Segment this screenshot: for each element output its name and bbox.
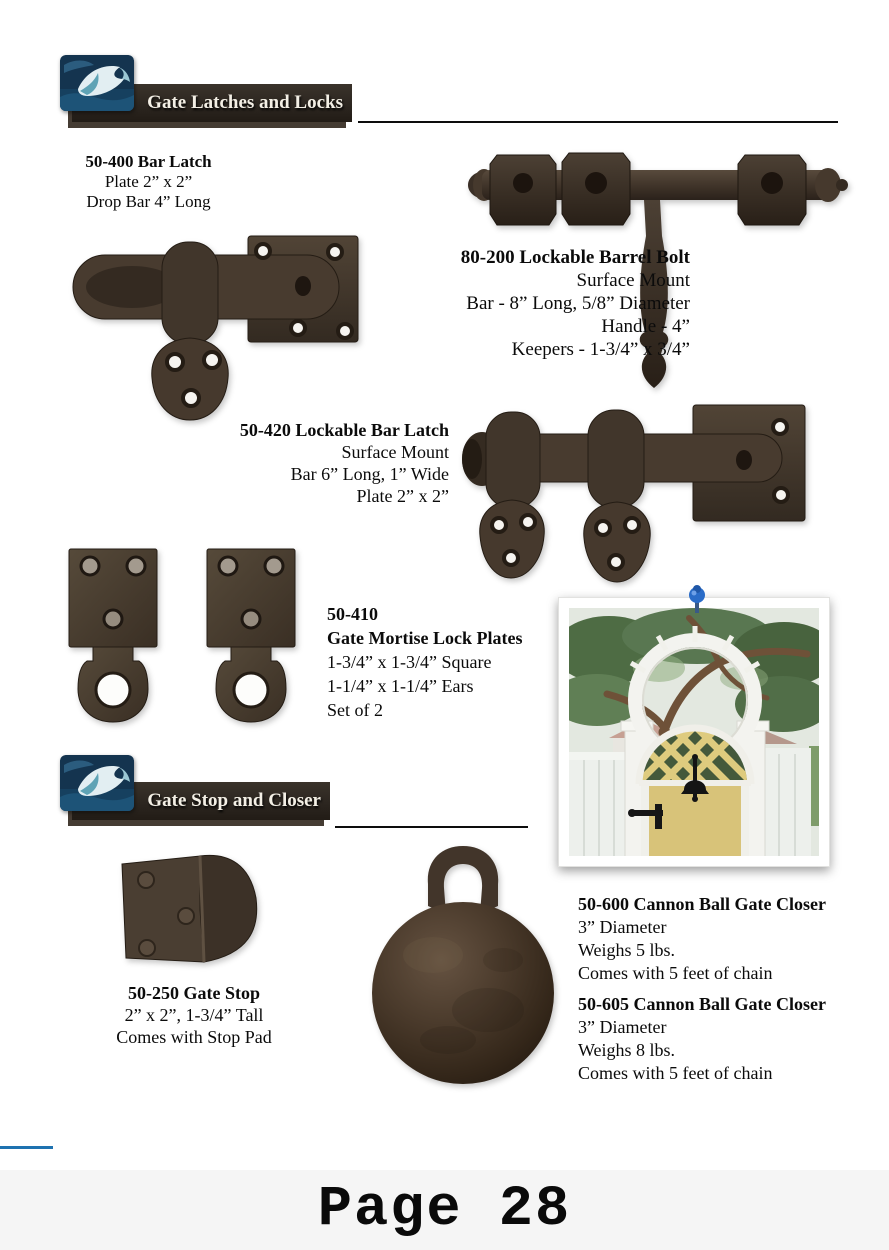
product-title: 50-605 Cannon Ball Gate Closer xyxy=(578,994,827,1014)
product-title: 50-400 Bar Latch xyxy=(85,152,212,171)
product-spec: 3” Diameter xyxy=(578,917,667,937)
product-block-50-400 xyxy=(76,152,221,212)
product-block-50-410 xyxy=(327,602,537,722)
product-spec: Weighs 5 lbs. xyxy=(578,940,676,960)
product-block-50-600 xyxy=(578,893,838,985)
page-number: Page 28 xyxy=(317,1178,572,1242)
product-block-50-420 xyxy=(239,419,449,507)
product-name: Gate Mortise Lock Plates xyxy=(327,628,523,648)
product-title: 80-200 Lockable Barrel Bolt xyxy=(460,247,690,268)
section-divider-line xyxy=(358,121,838,123)
product-title: 50-600 Cannon Ball Gate Closer xyxy=(578,894,827,914)
product-spec: 1-1/4” x 1-1/4” Ears xyxy=(327,676,474,696)
product-spec: 1-3/4” x 1-3/4” Square xyxy=(327,652,492,672)
product-spec: Bar - 8” Long, 5/8” Diameter xyxy=(466,293,690,314)
cannon-ball-photo xyxy=(358,840,568,1091)
product-spec: Plate 2” x 2” xyxy=(356,486,449,506)
ocean-wave-image xyxy=(60,55,134,111)
product-spec: Surface Mount xyxy=(576,270,690,291)
product-title: 50-420 Lockable Bar Latch xyxy=(239,420,449,440)
gate-mortise-lock-plates-photo xyxy=(65,547,300,730)
section-divider-line xyxy=(335,826,528,828)
footer-band xyxy=(0,1170,889,1250)
bar-latch-photo xyxy=(70,230,362,427)
product-spec: Bar 6” Long, 1” Wide xyxy=(290,464,449,484)
footer-accent-line xyxy=(0,1146,53,1149)
product-block-50-250 xyxy=(98,982,290,1048)
garden-gate-photo xyxy=(558,597,830,867)
ocean-wave-image xyxy=(60,755,134,811)
section-banner-label: Gate Latches and Locks xyxy=(147,92,343,113)
product-spec: Plate 2” x 2” xyxy=(104,172,193,191)
product-block-50-605 xyxy=(578,993,838,1085)
product-title: 50-250 Gate Stop xyxy=(128,983,260,1003)
pushpin-icon xyxy=(685,585,709,617)
gate-stop-photo xyxy=(100,852,270,977)
product-spec: Drop Bar 4” Long xyxy=(86,192,211,211)
product-block-80-200 xyxy=(390,246,690,361)
product-spec: Comes with 5 feet of chain xyxy=(578,963,773,983)
product-spec: Comes with 5 feet of chain xyxy=(578,1063,773,1083)
lockable-bar-latch-photo xyxy=(460,400,810,591)
section-banner-label: Gate Stop and Closer xyxy=(147,790,321,811)
product-spec: Set of 2 xyxy=(327,700,383,720)
product-spec: Weighs 8 lbs. xyxy=(578,1040,676,1060)
product-spec: Surface Mount xyxy=(341,442,449,462)
product-spec: 3” Diameter xyxy=(578,1017,667,1037)
product-title: 50-410 xyxy=(327,604,378,624)
product-spec: Keepers - 1-3/4” x 3/4” xyxy=(511,339,690,360)
product-spec: 2” x 2”, 1-3/4” Tall xyxy=(124,1005,264,1025)
product-spec: Comes with Stop Pad xyxy=(116,1027,272,1047)
product-spec: Handle - 4” xyxy=(601,316,690,337)
